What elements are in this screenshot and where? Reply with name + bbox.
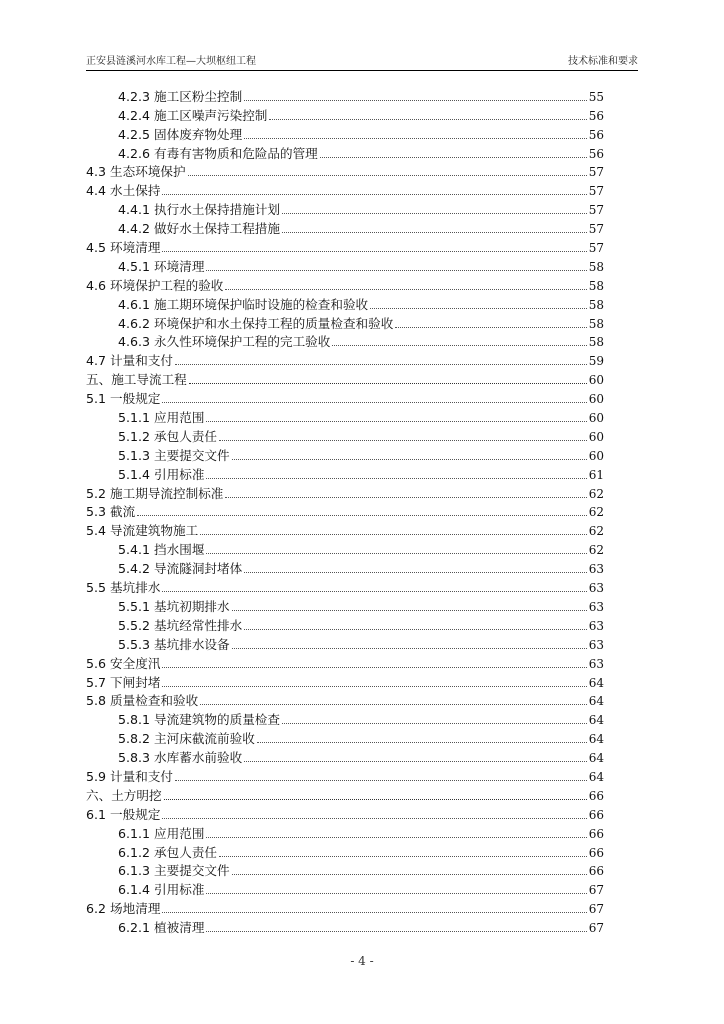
toc-entry-title: 5.9 计量和支付	[86, 768, 174, 784]
toc-entry-title: 5.5 基坑排水	[86, 580, 161, 596]
toc-entry-page: 66	[588, 826, 604, 841]
toc-entry[interactable]	[86, 898, 604, 917]
toc-entry-page: 64	[588, 694, 604, 709]
toc-entry-title: 4.2.6 有毒有害物质和危险品的管理	[118, 145, 318, 161]
toc-entry[interactable]	[86, 634, 604, 653]
toc-entry[interactable]	[86, 558, 604, 577]
toc-entry-page: 57	[588, 222, 604, 237]
toc-entry-title: 4.2.5 固体废弃物处理	[118, 126, 243, 142]
toc-entry-title: 5.2 施工期导流控制标准	[86, 485, 224, 501]
toc-entry-title: 5.1 一般规定	[86, 391, 161, 407]
toc-leader-dots	[162, 667, 586, 668]
toc-entry-page: 66	[588, 845, 604, 860]
toc-entry-page: 57	[588, 241, 604, 256]
toc-entry-title: 6.1.2 承包人责任	[118, 844, 218, 860]
toc-leader-dots	[395, 327, 586, 328]
toc-entry[interactable]	[86, 861, 604, 880]
toc-entry-page: 62	[588, 543, 604, 558]
toc-entry-page: 60	[588, 392, 604, 407]
toc-entry-title: 4.4.1 执行水土保持措施计划	[118, 202, 280, 218]
toc-entry-title: 4.2.3 施工区粉尘控制	[118, 88, 243, 104]
toc-leader-dots	[232, 459, 587, 460]
toc-entry[interactable]	[86, 124, 604, 143]
toc-entry-title: 4.4 水土保持	[86, 183, 161, 199]
toc-entry[interactable]	[86, 464, 604, 483]
toc-entry[interactable]	[86, 256, 604, 275]
toc-entry-page: 63	[588, 581, 604, 596]
toc-entry[interactable]	[86, 653, 604, 672]
toc-entry[interactable]	[86, 483, 604, 502]
header-section-title: 技术标准和要求	[568, 56, 638, 67]
header-project-title: 正安县涟溪河水库工程—大坝枢纽工程	[86, 56, 256, 67]
toc-entry[interactable]	[86, 766, 604, 785]
toc-entry[interactable]	[86, 313, 604, 332]
toc-entry-title: 5.5.2 基坑经常性排水	[118, 617, 243, 633]
toc-leader-dots	[244, 629, 587, 630]
toc-entry-title: 5.8.1 导流建筑物的质量检查	[118, 712, 280, 728]
toc-leader-dots	[282, 723, 587, 724]
toc-entry[interactable]	[86, 615, 604, 634]
toc-entry[interactable]	[86, 143, 604, 162]
toc-leader-dots	[162, 591, 586, 592]
toc-leader-dots	[164, 799, 587, 800]
toc-entry-page: 59	[588, 354, 604, 369]
toc-entry[interactable]	[86, 294, 604, 313]
toc-leader-dots	[219, 440, 587, 441]
toc-entry[interactable]	[86, 691, 604, 710]
toc-leader-dots	[206, 553, 586, 554]
toc-entry[interactable]	[86, 747, 604, 766]
table-of-contents	[86, 86, 604, 936]
toc-leader-dots	[269, 119, 586, 120]
toc-entry-page: 61	[588, 467, 604, 482]
toc-leader-dots	[206, 421, 586, 422]
toc-entry-title: 六、土方明挖	[86, 787, 162, 803]
toc-leader-dots	[244, 100, 587, 101]
toc-leader-dots	[206, 270, 586, 271]
toc-leader-dots	[225, 289, 586, 290]
toc-entry[interactable]	[86, 162, 604, 181]
toc-entry-title: 4.5.1 环境清理	[118, 258, 205, 274]
toc-leader-dots	[175, 364, 587, 365]
toc-entry[interactable]	[86, 917, 604, 936]
toc-entry-title: 5.1.1 应用范围	[118, 410, 205, 426]
toc-entry-page: 64	[588, 732, 604, 747]
header-divider	[86, 70, 638, 71]
toc-leader-dots	[282, 232, 587, 233]
toc-entry-page: 56	[588, 146, 604, 161]
toc-entry[interactable]	[86, 842, 604, 861]
toc-entry-page: 63	[588, 562, 604, 577]
toc-leader-dots	[206, 893, 586, 894]
toc-entry-page: 63	[588, 637, 604, 652]
toc-leader-dots	[206, 837, 586, 838]
toc-entry-title: 5.6 安全度汛	[86, 655, 161, 671]
toc-leader-dots	[244, 761, 587, 762]
toc-entry[interactable]	[86, 332, 604, 351]
toc-entry[interactable]	[86, 237, 604, 256]
toc-entry[interactable]	[86, 709, 604, 728]
toc-entry[interactable]	[86, 879, 604, 898]
toc-leader-dots	[244, 138, 587, 139]
toc-entry-title: 6.2 场地清理	[86, 901, 161, 917]
toc-entry[interactable]	[86, 369, 604, 388]
toc-entry-page: 64	[588, 751, 604, 766]
toc-leader-dots	[162, 402, 586, 403]
toc-entry-title: 6.1.4 引用标准	[118, 882, 205, 898]
toc-leader-dots	[206, 478, 586, 479]
toc-entry[interactable]	[86, 218, 604, 237]
toc-leader-dots	[219, 856, 587, 857]
toc-entry-page: 67	[588, 883, 604, 898]
toc-entry-page: 64	[588, 675, 604, 690]
toc-leader-dots	[257, 742, 587, 743]
toc-entry-title: 5.4.2 导流隧洞封堵体	[118, 561, 243, 577]
toc-entry[interactable]	[86, 502, 604, 521]
toc-entry-page: 60	[588, 429, 604, 444]
toc-entry-title: 五、施工导流工程	[86, 372, 187, 388]
toc-entry[interactable]	[86, 445, 604, 464]
toc-entry-page: 57	[588, 203, 604, 218]
toc-entry-page: 60	[588, 411, 604, 426]
toc-entry-page: 64	[588, 769, 604, 784]
toc-leader-dots	[200, 534, 587, 535]
toc-entry-page: 62	[588, 486, 604, 501]
toc-entry-page: 66	[588, 864, 604, 879]
toc-entry-title: 5.3 截流	[86, 504, 136, 520]
toc-leader-dots	[162, 251, 586, 252]
toc-leader-dots	[206, 931, 586, 932]
toc-leader-dots	[320, 157, 587, 158]
toc-leader-dots	[189, 383, 587, 384]
toc-entry[interactable]	[86, 86, 604, 105]
toc-entry-page: 63	[588, 618, 604, 633]
toc-entry-title: 5.8.2 主河床截流前验收	[118, 731, 255, 747]
toc-entry[interactable]	[86, 539, 604, 558]
toc-entry-title: 5.7 下闸封堵	[86, 674, 161, 690]
toc-entry-title: 5.5.3 基坑排水设备	[118, 636, 230, 652]
toc-entry[interactable]	[86, 785, 604, 804]
toc-leader-dots	[162, 912, 586, 913]
toc-entry-page: 57	[588, 184, 604, 199]
toc-entry-title: 4.2.4 施工区噪声污染控制	[118, 107, 268, 123]
toc-leader-dots	[137, 515, 586, 516]
toc-entry-title: 5.5.1 基坑初期排水	[118, 598, 230, 614]
toc-leader-dots	[225, 497, 586, 498]
toc-entry[interactable]	[86, 275, 604, 294]
toc-entry-page: 55	[588, 89, 604, 104]
toc-entry[interactable]	[86, 804, 604, 823]
toc-entry-title: 5.8 质量检查和验收	[86, 693, 199, 709]
toc-entry[interactable]	[86, 407, 604, 426]
toc-entry[interactable]	[86, 672, 604, 691]
toc-entry-page: 64	[588, 713, 604, 728]
toc-entry-page: 63	[588, 599, 604, 614]
toc-entry-title: 5.8.3 水库蓄水前验收	[118, 750, 243, 766]
toc-entry[interactable]	[86, 199, 604, 218]
toc-entry-page: 58	[588, 335, 604, 350]
toc-entry[interactable]	[86, 577, 604, 596]
toc-entry[interactable]	[86, 596, 604, 615]
toc-entry-page: 58	[588, 316, 604, 331]
toc-entry-page: 57	[588, 165, 604, 180]
toc-entry-title: 5.4 导流建筑物施工	[86, 523, 199, 539]
toc-entry[interactable]	[86, 823, 604, 842]
toc-entry-title: 4.3 生态环境保护	[86, 164, 186, 180]
toc-leader-dots	[232, 874, 587, 875]
toc-entry-title: 4.4.2 做好水土保持工程措施	[118, 221, 280, 237]
toc-entry-page: 60	[588, 373, 604, 388]
toc-entry-title: 4.6.1 施工期环境保护临时设施的检查和验收	[118, 296, 369, 312]
toc-leader-dots	[232, 648, 587, 649]
toc-entry[interactable]	[86, 426, 604, 445]
toc-entry-title: 4.6 环境保护工程的验收	[86, 277, 224, 293]
toc-entry[interactable]	[86, 350, 604, 369]
toc-leader-dots	[162, 818, 586, 819]
toc-entry-title: 4.7 计量和支付	[86, 353, 174, 369]
toc-entry-title: 6.1.3 主要提交文件	[118, 863, 230, 879]
toc-entry-page: 66	[588, 807, 604, 822]
toc-entry-title: 6.2.1 植被清理	[118, 920, 205, 936]
toc-entry-page: 60	[588, 448, 604, 463]
toc-leader-dots	[188, 175, 587, 176]
toc-leader-dots	[244, 572, 587, 573]
toc-entry-title: 4.6.3 永久性环境保护工程的完工验收	[118, 334, 331, 350]
page-header	[86, 54, 638, 70]
toc-entry[interactable]	[86, 520, 604, 539]
toc-entry-page: 66	[588, 788, 604, 803]
toc-entry-page: 63	[588, 656, 604, 671]
toc-leader-dots	[282, 213, 587, 214]
toc-leader-dots	[175, 780, 587, 781]
toc-entry-title: 5.4.1 挡水围堰	[118, 542, 205, 558]
toc-entry[interactable]	[86, 388, 604, 407]
toc-leader-dots	[200, 704, 587, 705]
toc-entry-page: 56	[588, 127, 604, 142]
toc-entry-title: 4.6.2 环境保护和水土保持工程的质量检查和验收	[118, 315, 394, 331]
toc-entry[interactable]	[86, 728, 604, 747]
toc-entry-page: 67	[588, 921, 604, 936]
toc-leader-dots	[232, 610, 587, 611]
toc-entry[interactable]	[86, 180, 604, 199]
toc-entry-page: 58	[588, 297, 604, 312]
toc-entry-page: 67	[588, 902, 604, 917]
toc-entry-title: 4.5 环境清理	[86, 240, 161, 256]
toc-entry-page: 62	[588, 524, 604, 539]
page-number: - 4 -	[350, 954, 374, 968]
toc-entry-title: 5.1.4 引用标准	[118, 466, 205, 482]
toc-entry-page: 56	[588, 108, 604, 123]
toc-entry-title: 6.1 一般规定	[86, 806, 161, 822]
toc-entry-page: 58	[588, 259, 604, 274]
toc-entry-title: 6.1.1 应用范围	[118, 825, 205, 841]
toc-leader-dots	[370, 308, 587, 309]
toc-entry[interactable]	[86, 105, 604, 124]
toc-leader-dots	[162, 194, 586, 195]
toc-entry-title: 5.1.2 承包人责任	[118, 428, 218, 444]
toc-entry-page: 58	[588, 278, 604, 293]
toc-leader-dots	[162, 686, 586, 687]
toc-leader-dots	[332, 345, 586, 346]
toc-entry-title: 5.1.3 主要提交文件	[118, 447, 230, 463]
toc-entry-page: 62	[588, 505, 604, 520]
